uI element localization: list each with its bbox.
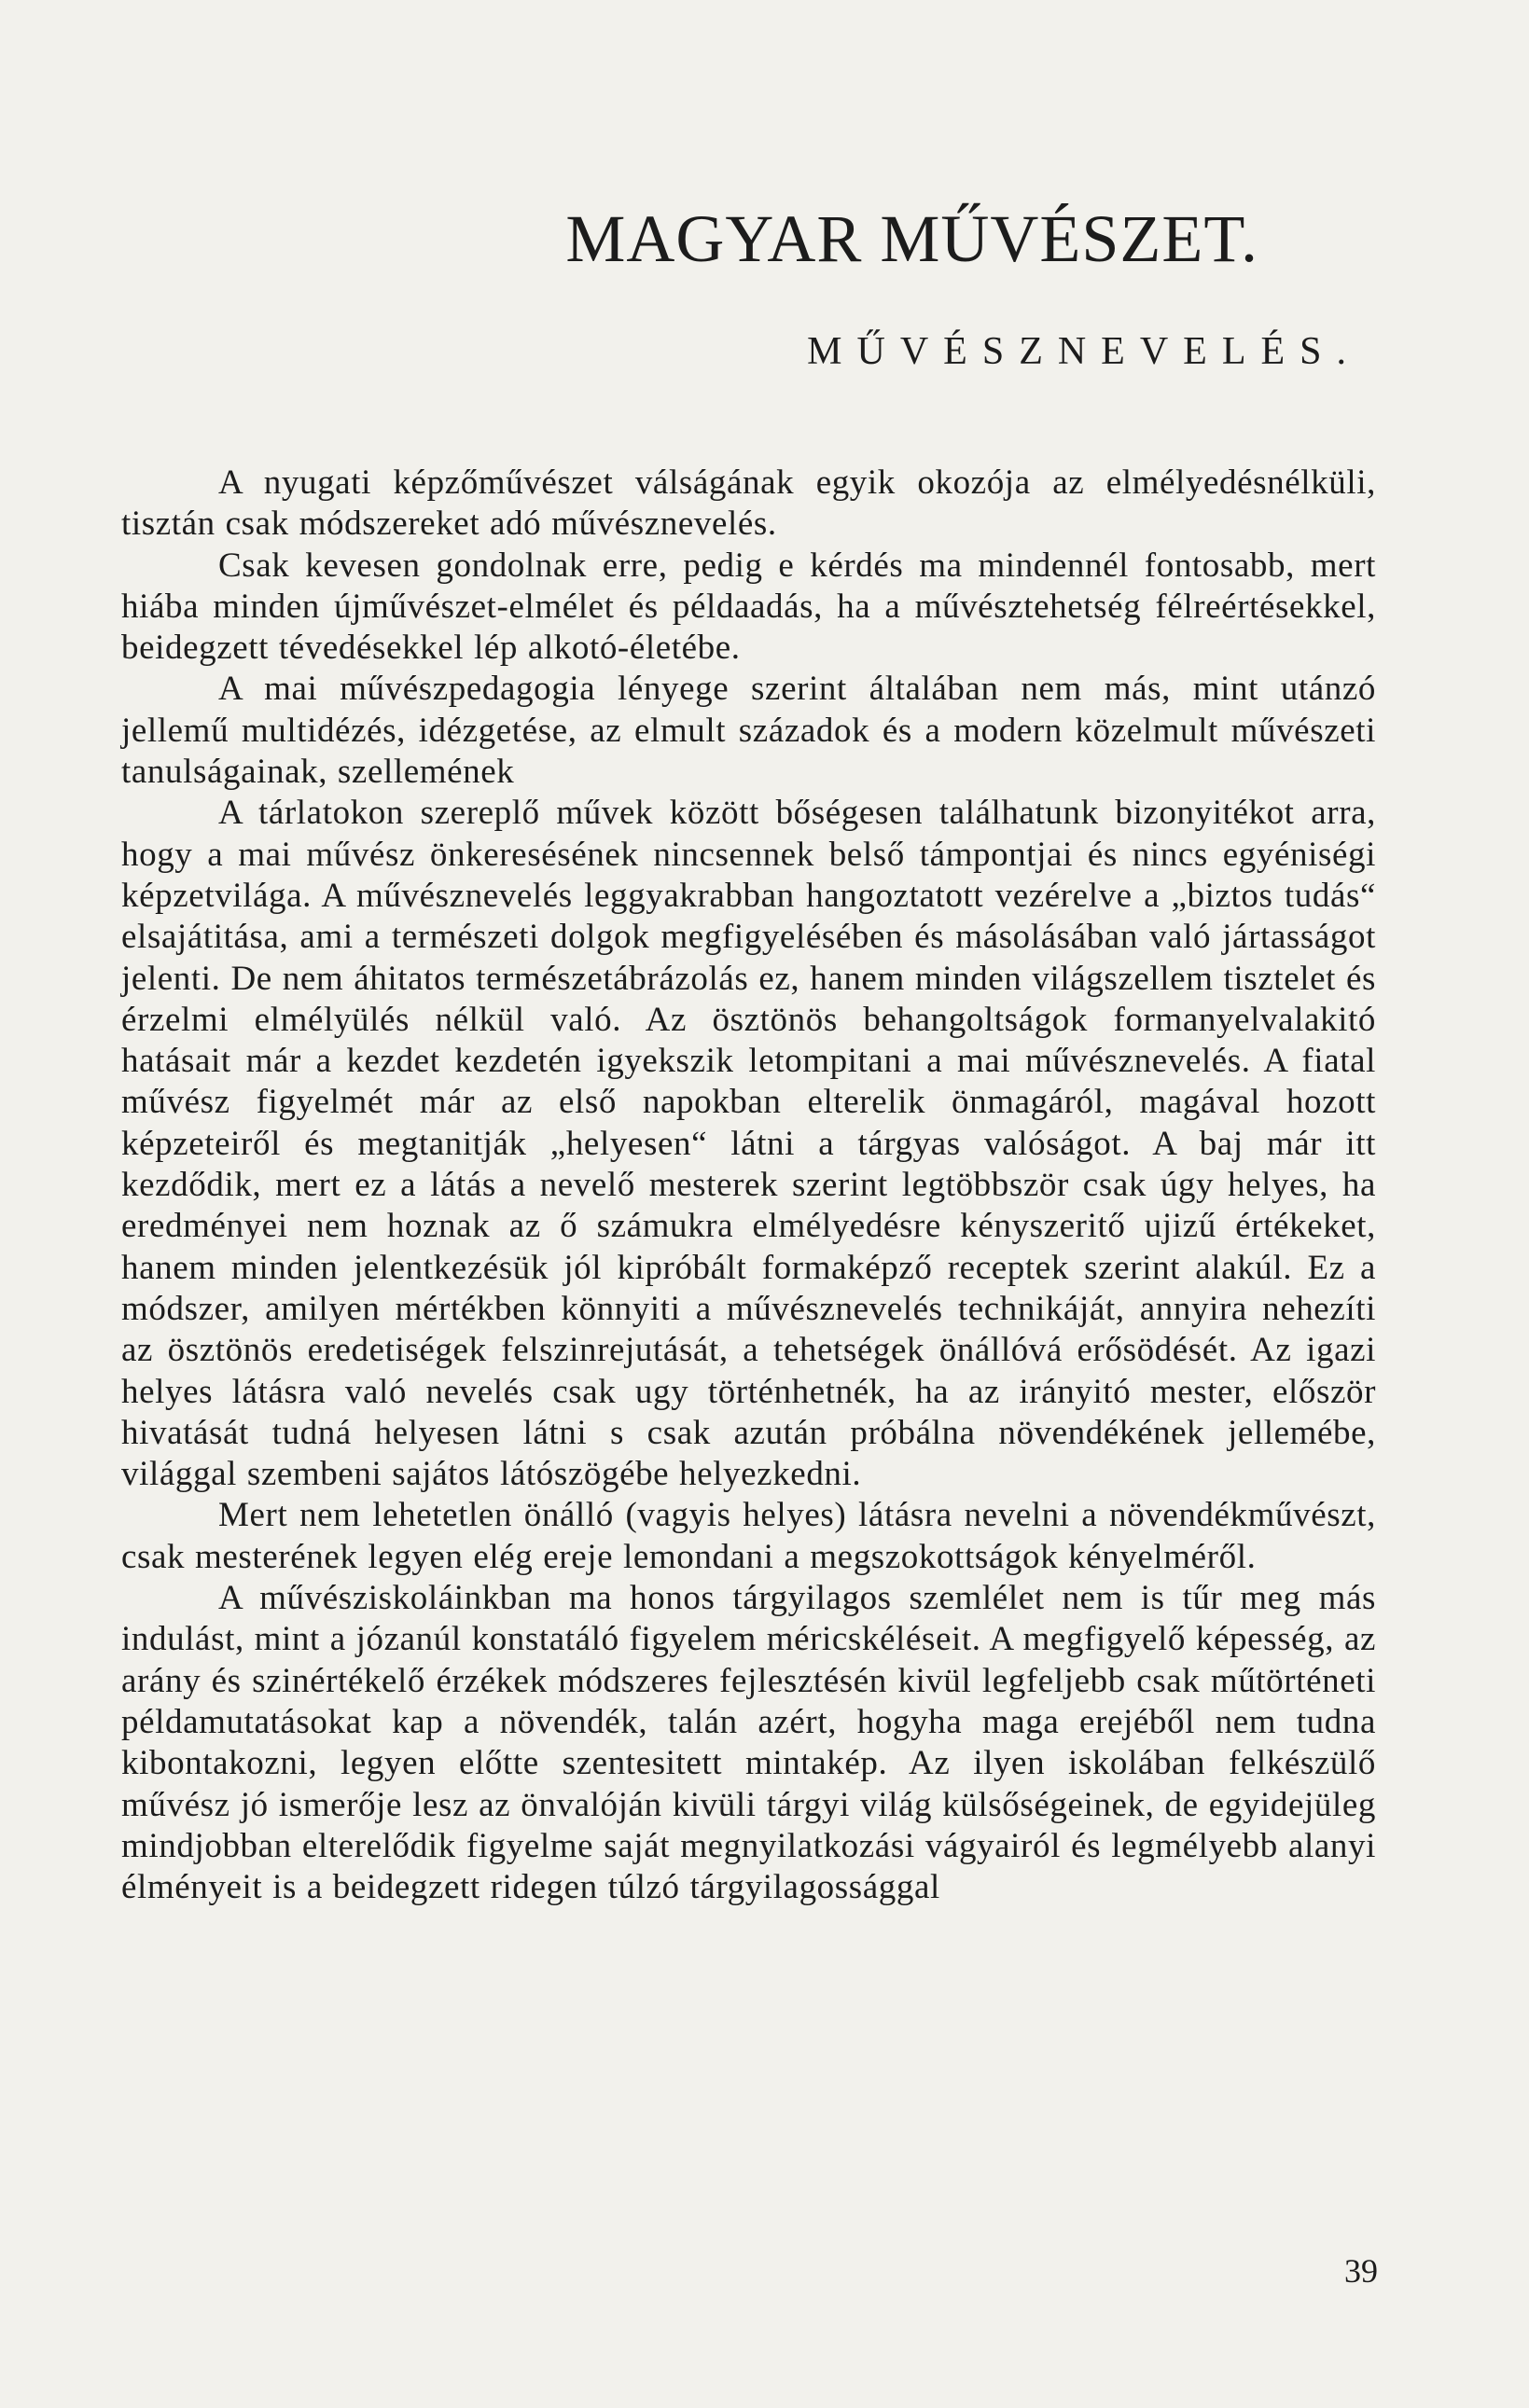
paragraph: Mert nem lehetetlen önálló (vagyis helyes) látásra nevelni a növendékművészt, csak mesterének legyen elég ereje lemondani a megszokottságok kényelméről.: [121, 1496, 1376, 1576]
paragraph: A nyugati képzőművészet válságának egyik okozója az elmélyedésnélküli, tisztán csak módszereket adó művésznevelés.: [121, 464, 1376, 544]
paragraph: A művésziskoláinkban ma honos tárgyilagos szemlélet nem is tűr meg más indulást, mint a józanúl konstatáló figyelem méricskéléseit. A megfigyelő képesség, az arány és szinértékelő érzékek módszeres fejlesztésén kivül legfeljebb csak műtörténeti példamutatásokat kap a növendék, talán azért, hogyha maga erejéből nem tudna kibontakozni, legyen előtte szentesitett mintakép. Az ilyen iskolában felkészülő művész jó ismerője lesz az önvalóján kivüli tárgyi világ külsőségeinek, de egyidejüleg mindjobban elterelődik figyelme saját megnyilatkozási vágyairól és legmélyebb alanyi élményeit is a beidegzett ridegen túlzó tárgyilagossággal: [121, 1579, 1376, 1907]
page-number: 39: [1344, 2252, 1378, 2290]
article-title: MŰVÉSZNEVELÉS.: [807, 330, 1361, 373]
article-body: [121, 463, 1376, 1908]
paragraph: A mai művészpedagogia lényege szerint általában nem más, mint utánzó jellemű multidézés, idézgetése, az elmult századok és a modern közelmult művészeti tanulságainak, szellemének: [121, 670, 1376, 792]
paragraph: A tárlatokon szereplő művek között bőségesen találhatunk bizonyitékot arra, hogy a mai művész önkeresésének nincsennek belső támpontjai és nincs egyéniségi képzetvilága. A művésznevelés leggyakrabban hangoztatott vezérelve a „biztos tudás“ elsajátitása, ami a természeti dolgok megfigyelésében és másolásában való jártasságot jelenti. De nem áhitatos természetábrázolás ez, hanem minden világszellem tisztelet és érzelmi elmélyülés nélkül való. Az ösztönös behangoltságok formanyelvalakitó hatásait már a kezdet kezdetén igyekszik letompitani a mai művésznevelés. A fiatal művész figyelmét már az első napokban elterelik önmagáról, magával hozott képzeteiről és megtanitják „helyesen“ látni a tárgyas valóságot. A baj már itt kezdődik, mert ez a látás a nevelő mesterek szerint legtöbbször csak úgy helyes, ha eredményei nem hoznak az ő számukra elmélyedésre kényszeritő ujizű értékeket, hanem minden jelentkezésük jól kipróbált formaképző receptek szerint alakúl. Ez a módszer, amilyen mértékben könnyiti a művésznevelés technikáját, annyira nehezíti az ösztönös eredetiségek felszinrejutását, a tehetségek önállóvá erősödését. Az igazi helyes látásra való nevelés csak ugy történhetnék, ha az irányitó mester, először hivatását tudná helyesen látni s csak azután próbálna növendékének jellemébe, világgal szembeni sajátos látószögébe helyezkedni.: [121, 794, 1376, 1494]
journal-title: MAGYAR MŰVÉSZET.: [565, 201, 1258, 276]
paragraph: Csak kevesen gondolnak erre, pedig e kérdés ma mindennél fontosabb, mert hiába minden újművészet-elmélet és példaadás, ha a művésztehetség félreértésekkel, beidegzett tévedésekkel lép alkotó-életébe.: [121, 546, 1376, 668]
